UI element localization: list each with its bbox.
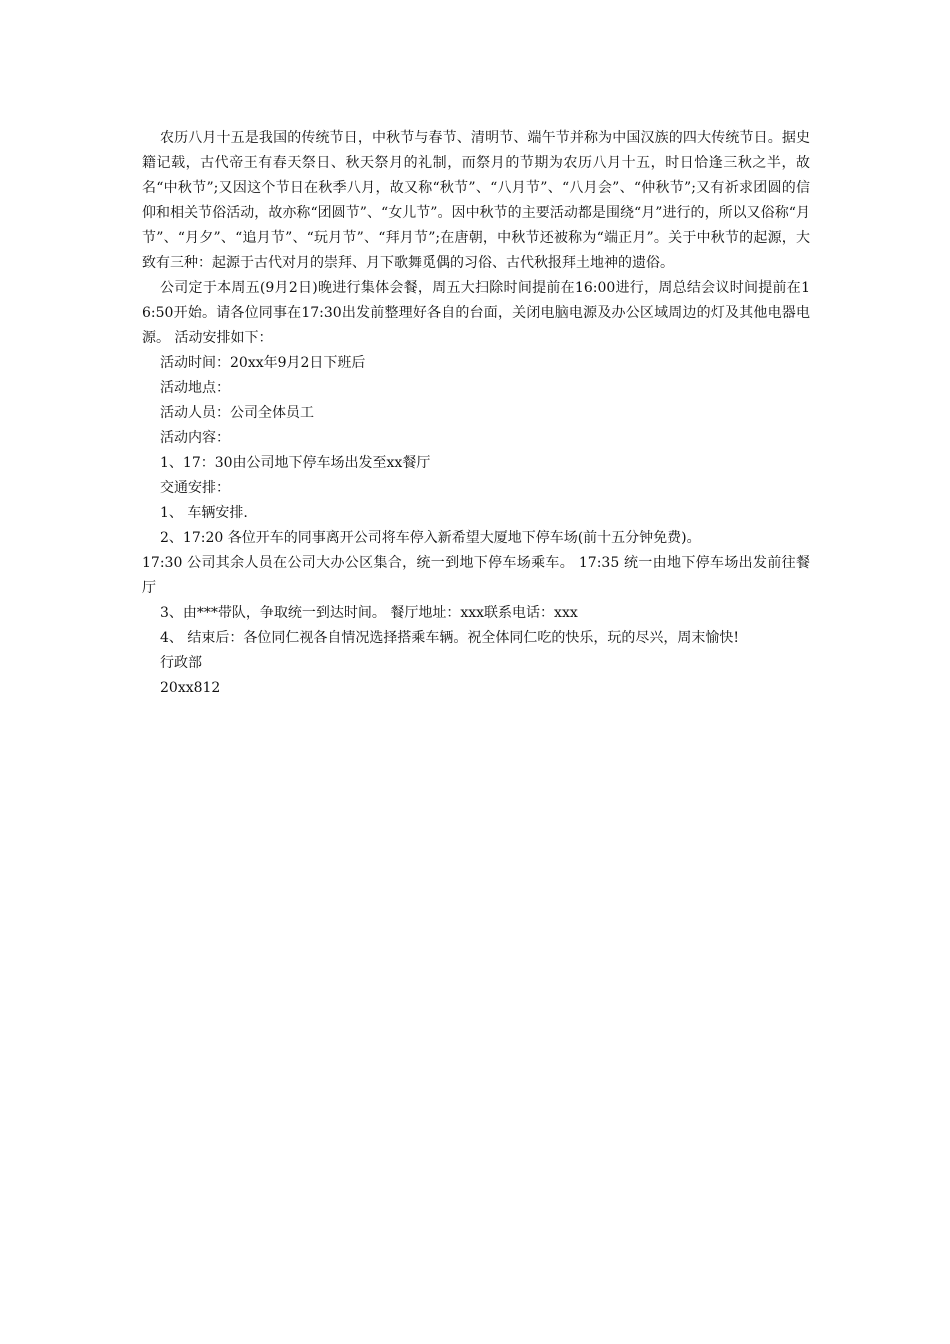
paragraph-transport-heading: 交通安排： (160, 480, 230, 496)
paragraph-mid-autumn-intro: 农历八月十五是我国的传统节日，中秋节与春节、清明节、端午节并称为中国汉族的四大传统节日。据史籍记载，古代帝王有春天祭日、秋天祭月的礼制，而祭月的节期为农历八月十五，时日恰逢三秋之半，故名“中秋节”;又因这个节日在秋季八月，故又称“秋节”、“八月节”、“八月会”、“仲秋节”;又有祈求团圆的信仰和相关节俗活动，故亦称“团圆节”、“女儿节”。因中秋节的主要活动都是围绕“月”进行的，所以又俗称“月节”、“月夕”、“追月节”、“玩月节”、“拜月节”;在唐朝，中秋节还被称为“端正月”。关于中秋节的起源，大致有三种：起源于古代对月的崇拜、月下歌舞觅偶的习俗、古代秋报拜土地神的遗俗。 (142, 130, 810, 271)
paragraph-company-notice: 公司定于本周五(9月2日)晚进行集体会餐，周五大扫除时间提前在16:00进行，周总结会议时间提前在16:50开始。请各位同事在17:30出发前整理好各自的台面，关闭电脑电源及办公区域周边的灯及其他电器电源。 活动安排如下： (142, 280, 810, 346)
paragraph-transport-schedule: 17:30 公司其余人员在公司大办公区集合，统一到地下停车场乘车。 17:35 统一由地下停车场出发前往餐厅 (142, 555, 810, 596)
paragraph-activity-people: 活动人员：公司全体员工 (160, 405, 314, 421)
paragraph-activity-location: 活动地点： (160, 380, 230, 396)
paragraph-transport-item-2: 2、17:20 各位开车的同事离开公司将车停入新希望大厦地下停车场(前十五分钟免费)。 (160, 530, 701, 546)
signature-date: 20xx812 (160, 680, 221, 696)
signature-department: 行政部 (160, 655, 202, 671)
paragraph-transport-item-1: 1、 车辆安排. (160, 505, 248, 521)
document-body (142, 126, 810, 701)
paragraph-transport-item-3: 3、由***带队，争取统一到达时间。 餐厅地址：xxx联系电话：xxx (160, 605, 578, 621)
paragraph-content-item-1: 1、17：30由公司地下停车场出发至xx餐厅 (160, 455, 431, 471)
paragraph-transport-item-4: 4、 结束后：各位同仁视各自情况选择搭乘车辆。祝全体同仁吃的快乐，玩的尽兴，周末愉快! (160, 630, 739, 646)
paragraph-activity-time: 活动时间：20xx年9月2日下班后 (160, 355, 366, 371)
paragraph-activity-content: 活动内容： (160, 430, 230, 446)
